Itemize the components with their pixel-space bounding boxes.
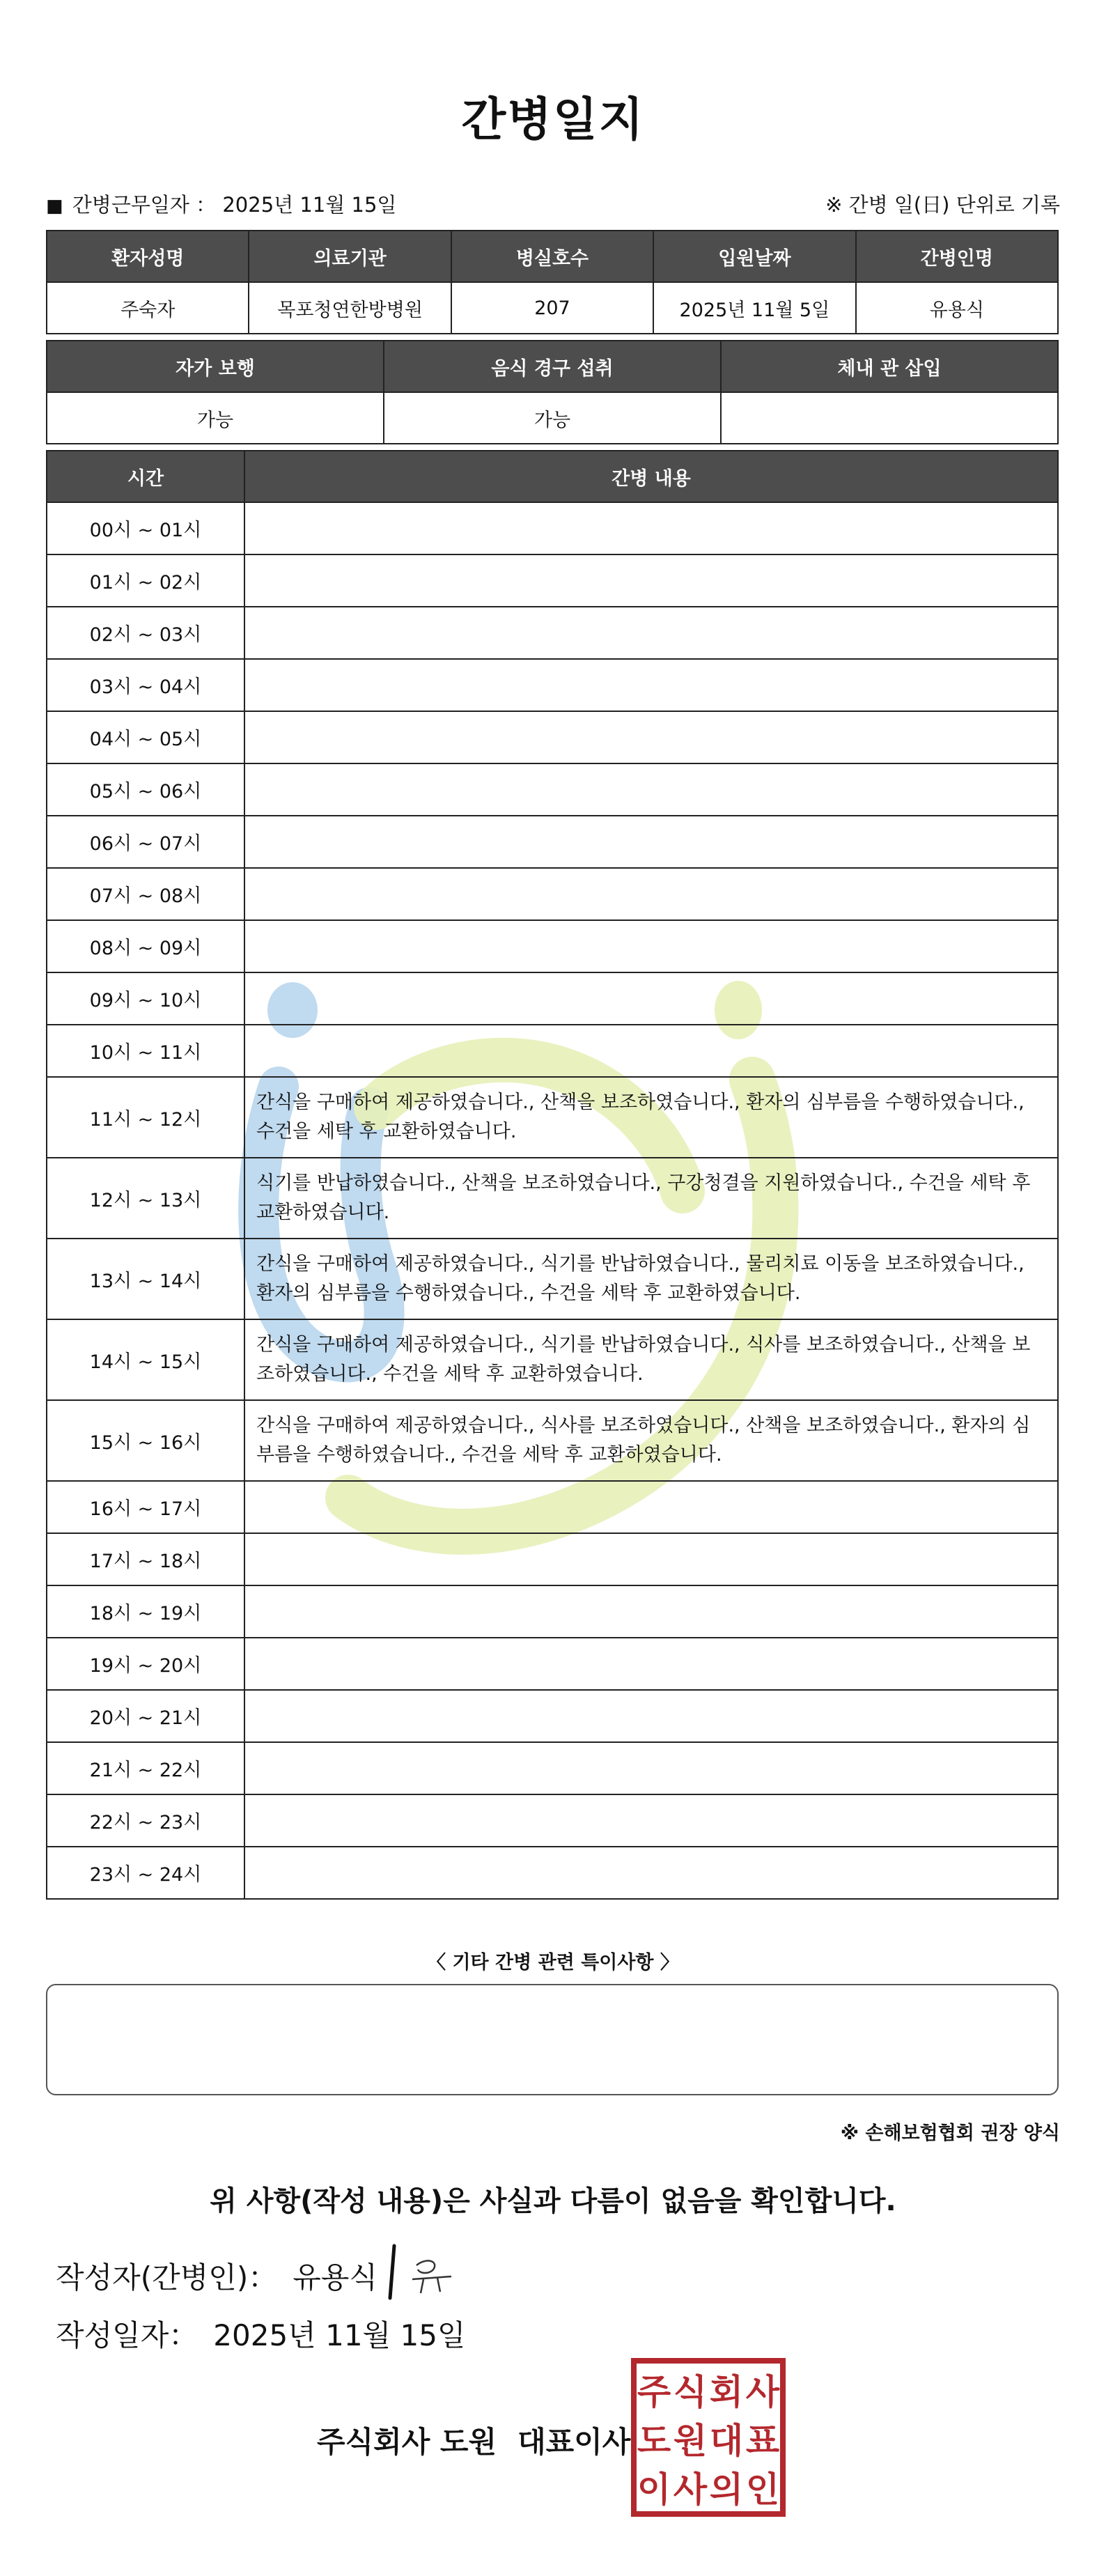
table-row xyxy=(47,1239,1058,1319)
work-date-value: 2025년 11월 15일 xyxy=(222,193,397,217)
colon: ： xyxy=(196,193,217,217)
table-row xyxy=(47,816,1058,868)
care-content[interactable] xyxy=(244,1585,1058,1638)
seal-character: 사 xyxy=(745,2372,780,2412)
table-row xyxy=(47,1481,1058,1533)
confirmation-statement: 위 사항(작성 내용)은 사실과 다름이 없음을 확인합니다. xyxy=(210,2185,896,2217)
time-slot: 17시 ~ 18시 xyxy=(47,1533,244,1585)
handwritten-signature xyxy=(382,2239,465,2309)
meta-row xyxy=(46,189,1060,217)
header-tube-insertion: 체내 관 삽입 xyxy=(721,341,1058,392)
header-row xyxy=(47,231,1058,282)
patient-info-table xyxy=(46,230,1059,334)
header-care-content: 간병 내용 xyxy=(244,451,1058,502)
seal-character: 사 xyxy=(673,2469,708,2510)
time-slot: 20시 ~ 21시 xyxy=(47,1690,244,1742)
table-row xyxy=(47,763,1058,816)
table-row xyxy=(47,1025,1058,1077)
care-content[interactable] xyxy=(244,1847,1058,1899)
hospital-name: 목포청연한방병원 xyxy=(249,282,451,334)
header-row xyxy=(47,341,1058,392)
care-content[interactable] xyxy=(244,920,1058,972)
care-content[interactable] xyxy=(244,502,1058,554)
header-hospital: 의료기관 xyxy=(249,231,451,282)
time-slot: 14시 ~ 15시 xyxy=(47,1319,244,1400)
time-slot: 05시 ~ 06시 xyxy=(47,763,244,816)
table-row xyxy=(47,1400,1058,1481)
written-date-label: 작성일자： xyxy=(56,2318,198,2352)
header-row xyxy=(47,451,1058,502)
seal-character: 의 xyxy=(709,2469,744,2510)
company-seal-stamp xyxy=(631,2358,786,2517)
seal-character: 인 xyxy=(745,2469,780,2510)
time-slot: 03시 ~ 04시 xyxy=(47,659,244,711)
table-row xyxy=(47,868,1058,920)
writer-label: 작성자(간병인)： xyxy=(56,2260,278,2295)
table-row xyxy=(47,1794,1058,1847)
recommend-form-note: ※ 손해보험협회 권장 양식 xyxy=(840,2123,1060,2144)
care-content[interactable]: 간식을 구매하여 제공하였습니다., 식사를 보조하였습니다., 산책을 보조하였습니다., 환자의 심부름을 수행하였습니다., 수건을 세탁 후 교환하였습니다. xyxy=(244,1400,1058,1481)
care-content[interactable] xyxy=(244,711,1058,763)
room-number: 207 xyxy=(451,282,653,334)
header-patient-name: 환자성명 xyxy=(47,231,249,282)
header-oral-intake: 음식 경구 섭취 xyxy=(384,341,721,392)
care-content[interactable] xyxy=(244,554,1058,607)
time-slot: 08시 ~ 09시 xyxy=(47,920,244,972)
oral-intake-value: 가능 xyxy=(384,392,721,444)
table-row xyxy=(47,502,1058,554)
time-slot: 22시 ~ 23시 xyxy=(47,1794,244,1847)
table-row xyxy=(47,920,1058,972)
header-room: 병실호수 xyxy=(451,231,653,282)
care-content[interactable] xyxy=(244,1742,1058,1794)
care-content[interactable]: 식기를 반납하였습니다., 산책을 보조하였습니다., 구강청결을 지원하였습니다., 수건을 세탁 후 교환하였습니다. xyxy=(244,1158,1058,1239)
table-row xyxy=(47,659,1058,711)
time-slot: 01시 ~ 02시 xyxy=(47,554,244,607)
seal-character: 식 xyxy=(673,2372,708,2412)
time-slot: 02시 ~ 03시 xyxy=(47,607,244,659)
seal-character: 회 xyxy=(709,2372,744,2412)
care-content[interactable] xyxy=(244,659,1058,711)
special-notes-box[interactable] xyxy=(46,1984,1059,2095)
time-slot: 07시 ~ 08시 xyxy=(47,868,244,920)
time-slot: 09시 ~ 10시 xyxy=(47,972,244,1025)
time-slot: 00시 ~ 01시 xyxy=(47,502,244,554)
writer-line xyxy=(56,2255,377,2297)
care-content[interactable] xyxy=(244,1690,1058,1742)
time-slot: 19시 ~ 20시 xyxy=(47,1638,244,1690)
table-row xyxy=(47,711,1058,763)
care-content[interactable]: 간식을 구매하여 제공하였습니다., 식기를 반납하였습니다., 물리치료 이동을 보조하였습니다., 환자의 심부름을 수행하였습니다., 수건을 세탁 후 교환하였습니다. xyxy=(244,1239,1058,1319)
time-slot: 15시 ~ 16시 xyxy=(47,1400,244,1481)
patient-ability-table xyxy=(46,340,1059,444)
care-content[interactable]: 간식을 구매하여 제공하였습니다., 산책을 보조하였습니다., 환자의 심부름을 수행하였습니다., 수건을 세탁 후 교환하였습니다. xyxy=(244,1077,1058,1158)
document-title: 간병일지 xyxy=(461,93,645,146)
work-date-line xyxy=(46,189,396,218)
time-slot: 16시 ~ 17시 xyxy=(47,1481,244,1533)
table-row xyxy=(47,1077,1058,1158)
time-slot: 13시 ~ 14시 xyxy=(47,1239,244,1319)
care-content[interactable] xyxy=(244,607,1058,659)
header-admission-date: 입원날짜 xyxy=(653,231,855,282)
writer-name: 유용식 xyxy=(293,2260,377,2295)
time-slot: 06시 ~ 07시 xyxy=(47,816,244,868)
company-role: 대표이사 xyxy=(517,2425,631,2459)
time-slot: 23시 ~ 24시 xyxy=(47,1847,244,1899)
self-walking-value: 가능 xyxy=(47,392,384,444)
seal-character: 대 xyxy=(709,2421,744,2461)
company-line xyxy=(317,2419,630,2461)
table-row xyxy=(47,1319,1058,1400)
record-unit-note: ※ 간병 일(日) 단위로 기록 xyxy=(825,193,1060,217)
work-date-label: 간병근무일자 xyxy=(72,193,189,217)
square-bullet: ■ xyxy=(46,196,63,217)
table-row xyxy=(47,1585,1058,1638)
care-content[interactable] xyxy=(244,868,1058,920)
value-row xyxy=(47,282,1058,334)
written-date-value: 2025년 11월 15일 xyxy=(213,2318,466,2352)
time-slot: 04시 ~ 05시 xyxy=(47,711,244,763)
table-row xyxy=(47,1847,1058,1899)
value-row xyxy=(47,392,1058,444)
header-time: 시간 xyxy=(47,451,244,502)
time-slot: 10시 ~ 11시 xyxy=(47,1025,244,1077)
time-slot: 21시 ~ 22시 xyxy=(47,1742,244,1794)
caregiver-name: 유용식 xyxy=(856,282,1058,334)
header-self-walking: 자가 보행 xyxy=(47,341,384,392)
written-date-line xyxy=(56,2313,466,2354)
seal-character: 도 xyxy=(637,2421,671,2461)
care-log-rows xyxy=(47,502,1058,1899)
special-notes-title: 〈 기타 간병 관련 특이사항 〉 xyxy=(427,1952,679,1973)
care-content[interactable] xyxy=(244,1533,1058,1585)
table-row xyxy=(47,972,1058,1025)
header-caregiver: 간병인명 xyxy=(856,231,1058,282)
care-content[interactable] xyxy=(244,1638,1058,1690)
patient-name: 주숙자 xyxy=(47,282,249,334)
care-content[interactable] xyxy=(244,1025,1058,1077)
seal-character: 이 xyxy=(637,2469,671,2510)
care-content[interactable] xyxy=(244,1794,1058,1847)
table-row xyxy=(47,554,1058,607)
seal-character: 표 xyxy=(745,2421,780,2461)
seal-character: 원 xyxy=(673,2421,708,2461)
table-row xyxy=(47,607,1058,659)
company-name: 주식회사 도원 xyxy=(317,2425,497,2459)
table-row xyxy=(47,1638,1058,1690)
care-content[interactable] xyxy=(244,763,1058,816)
care-content[interactable]: 간식을 구매하여 제공하였습니다., 식기를 반납하였습니다., 식사를 보조하였습니다., 산책을 보조하였습니다., 수건을 세탁 후 교환하였습니다. xyxy=(244,1319,1058,1400)
time-slot: 18시 ~ 19시 xyxy=(47,1585,244,1638)
table-row xyxy=(47,1690,1058,1742)
tube-insertion-value xyxy=(721,392,1058,444)
time-slot: 11시 ~ 12시 xyxy=(47,1077,244,1158)
seal-character: 주 xyxy=(637,2372,671,2412)
care-content[interactable] xyxy=(244,1481,1058,1533)
admission-date: 2025년 11월 5일 xyxy=(653,282,855,334)
care-content[interactable] xyxy=(244,972,1058,1025)
table-row xyxy=(47,1158,1058,1239)
care-log-table xyxy=(46,450,1059,1900)
table-row xyxy=(47,1533,1058,1585)
table-row xyxy=(47,1742,1058,1794)
time-slot: 12시 ~ 13시 xyxy=(47,1158,244,1239)
care-content[interactable] xyxy=(244,816,1058,868)
